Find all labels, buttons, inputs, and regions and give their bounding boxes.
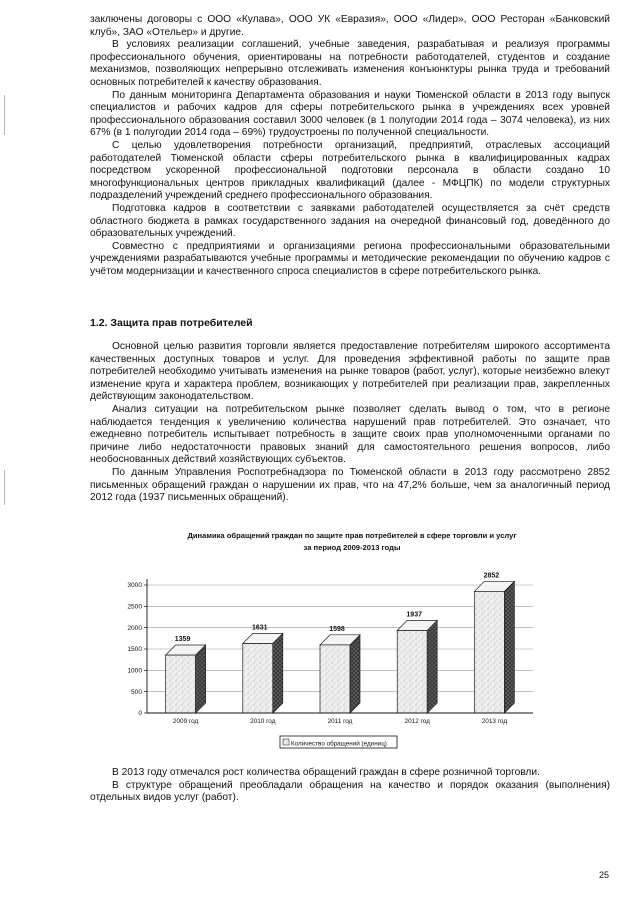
- paragraph: Подготовка кадров в соответствии с заявками работодателей осуществляется за счёт средств областного бюджета в рамках государственного задания на очередной финансовый год, доведённого до образовательных учреждений.: [90, 202, 610, 240]
- legend-swatch: [283, 739, 289, 745]
- data-label: 1631: [252, 624, 268, 632]
- paragraph: Основной целью развития торговли является предоставление потребителям широкого ассортимента качественных доступных товаров и услуг. Для проведения эффективной работы по защите прав потребителей необходимо учитывать изменения на рынке товаров (работ, услуг), которые неизбежно влекут изменение круга и характера проблем, возникающих у потребителей при реализации прав, закрепленных действующим законодательством.: [90, 341, 610, 403]
- x-tick-label: 2012 год: [404, 718, 430, 725]
- paragraph: По данным Управления Роспотребнадзора по Тюменской области в 2013 году рассмотрено 2852 письменных обращений граждан о нарушении их прав, что на 47,2% больше, чем за аналогичный период 2012 года (1937 письменных обращений).: [90, 466, 610, 504]
- x-tick-label: 2011 год: [327, 718, 353, 725]
- x-tick-label: 2010 год: [250, 718, 276, 725]
- chart-svg: [115, 530, 575, 755]
- scan-margin-mark: [4, 470, 5, 505]
- bar-side: [427, 620, 437, 713]
- intro-text: [90, 14, 610, 278]
- paragraph: В структуре обращений преобладали обращения на качество и порядок оказания (выполнения) отдельных видов услуг (работ).: [90, 779, 610, 804]
- bar-side: [196, 645, 206, 713]
- y-tick-label: 1500: [127, 646, 142, 654]
- y-tick-label: 500: [130, 688, 142, 696]
- bar-side: [350, 635, 360, 713]
- page-number: 25: [598, 870, 609, 880]
- appeals-chart: [115, 530, 575, 755]
- x-tick-label: 2013 год: [481, 718, 508, 725]
- y-tick-label: 2500: [127, 603, 142, 611]
- chart-title: Динамика обращений граждан по защите прав потребителей в сфере торговли и услуг: [187, 531, 517, 540]
- bar: [243, 643, 273, 713]
- after-chart-text: [90, 767, 610, 805]
- legend-label: Количество обращений (единиц): [291, 740, 387, 748]
- paragraph: Совместно с предприятиями и организациями региона профессиональными образовательными учреждениями разрабатываются учебные программы и методические рекомендации по обучению кадров с учётом модернизации и качественного спроса специалистов в сфере потребительского рынка.: [90, 240, 610, 277]
- paragraph: В условиях реализации соглашений, учебные заведения, разрабатывая и реализуя программы профессионального обучения, ориентированы на потребности работодателей, студентов и создание механизмов, позволяющих непрерывно отслеживать изменения конъюнктуры рынка труда и требований основных потребителей к качеству образования.: [90, 39, 610, 88]
- data-label: 1937: [406, 611, 422, 619]
- chart-subtitle: за период 2009-2013 годы: [303, 543, 401, 552]
- bar-side: [504, 581, 514, 713]
- paragraph: Анализ ситуации на потребительском рынке позволяет сделать вывод о том, что в регионе наблюдается тенденция к увеличению количества нарушений прав потребителей. Это означает, что ежедневно потребитель испытывает потребность в защите своих прав уполномоченными органами по причине либо недостаточности правовых знаний для самостоятельного решения вопросов, либо необоснованных действий хозяйствующих субъектов.: [90, 403, 610, 466]
- y-tick-label: 2000: [127, 624, 142, 632]
- bar: [474, 591, 504, 713]
- y-tick-label: 1000: [127, 667, 142, 675]
- chart-legend: [280, 736, 397, 748]
- y-tick-label: 3000: [127, 582, 142, 590]
- y-tick-label: 0: [138, 710, 142, 718]
- paragraph: В 2013 году отмечался рост количества обращений граждан в сфере розничной торговли.: [112, 767, 540, 778]
- bar: [166, 655, 196, 713]
- paragraph: С целью удовлетворения потребности организаций, предприятий, отраслевых ассоциаций работодателей Тюменской области сферы потребительского рынка в квалифицированных кадрах посредством ускоренной профессиональной подготовки персонала в области создано 10 многофункциональных центров прикладных квалификаций (далее - МФЦПК) по модели структурных подразделений учреждений среднего профессионального образования.: [90, 139, 610, 202]
- x-tick-label: 2009 год: [172, 718, 199, 725]
- paragraph: По данным мониторинга Департамента образования и науки Тюменской области в 2013 году выпуск специалистов и рабочих кадров для сферы потребительского рынка в учреждениях всех уровней профессионального образования составил 3000 человек (в 1 полугодии 2014 года – 3074 человека), из них 67% (в 1 полугодии 2014 года – 69%) трудоустроены по полученной специальности.: [90, 89, 610, 139]
- bar-side: [273, 633, 283, 713]
- data-label: 1598: [329, 625, 345, 633]
- bar: [397, 630, 427, 713]
- section-text: [90, 341, 610, 505]
- data-label: 1359: [174, 636, 191, 644]
- section-heading: 1.2. Защита прав потребителей: [90, 317, 253, 329]
- paragraph: заключены договоры с ООО «Кулава», ООО УК «Евразия», ООО «Лидер», ООО Ресторан «Банковский клуб», ЗАО «Отельер» и другие.: [90, 14, 610, 38]
- bar: [320, 645, 350, 713]
- scan-margin-mark: [4, 95, 5, 135]
- data-label: 2852: [483, 572, 500, 580]
